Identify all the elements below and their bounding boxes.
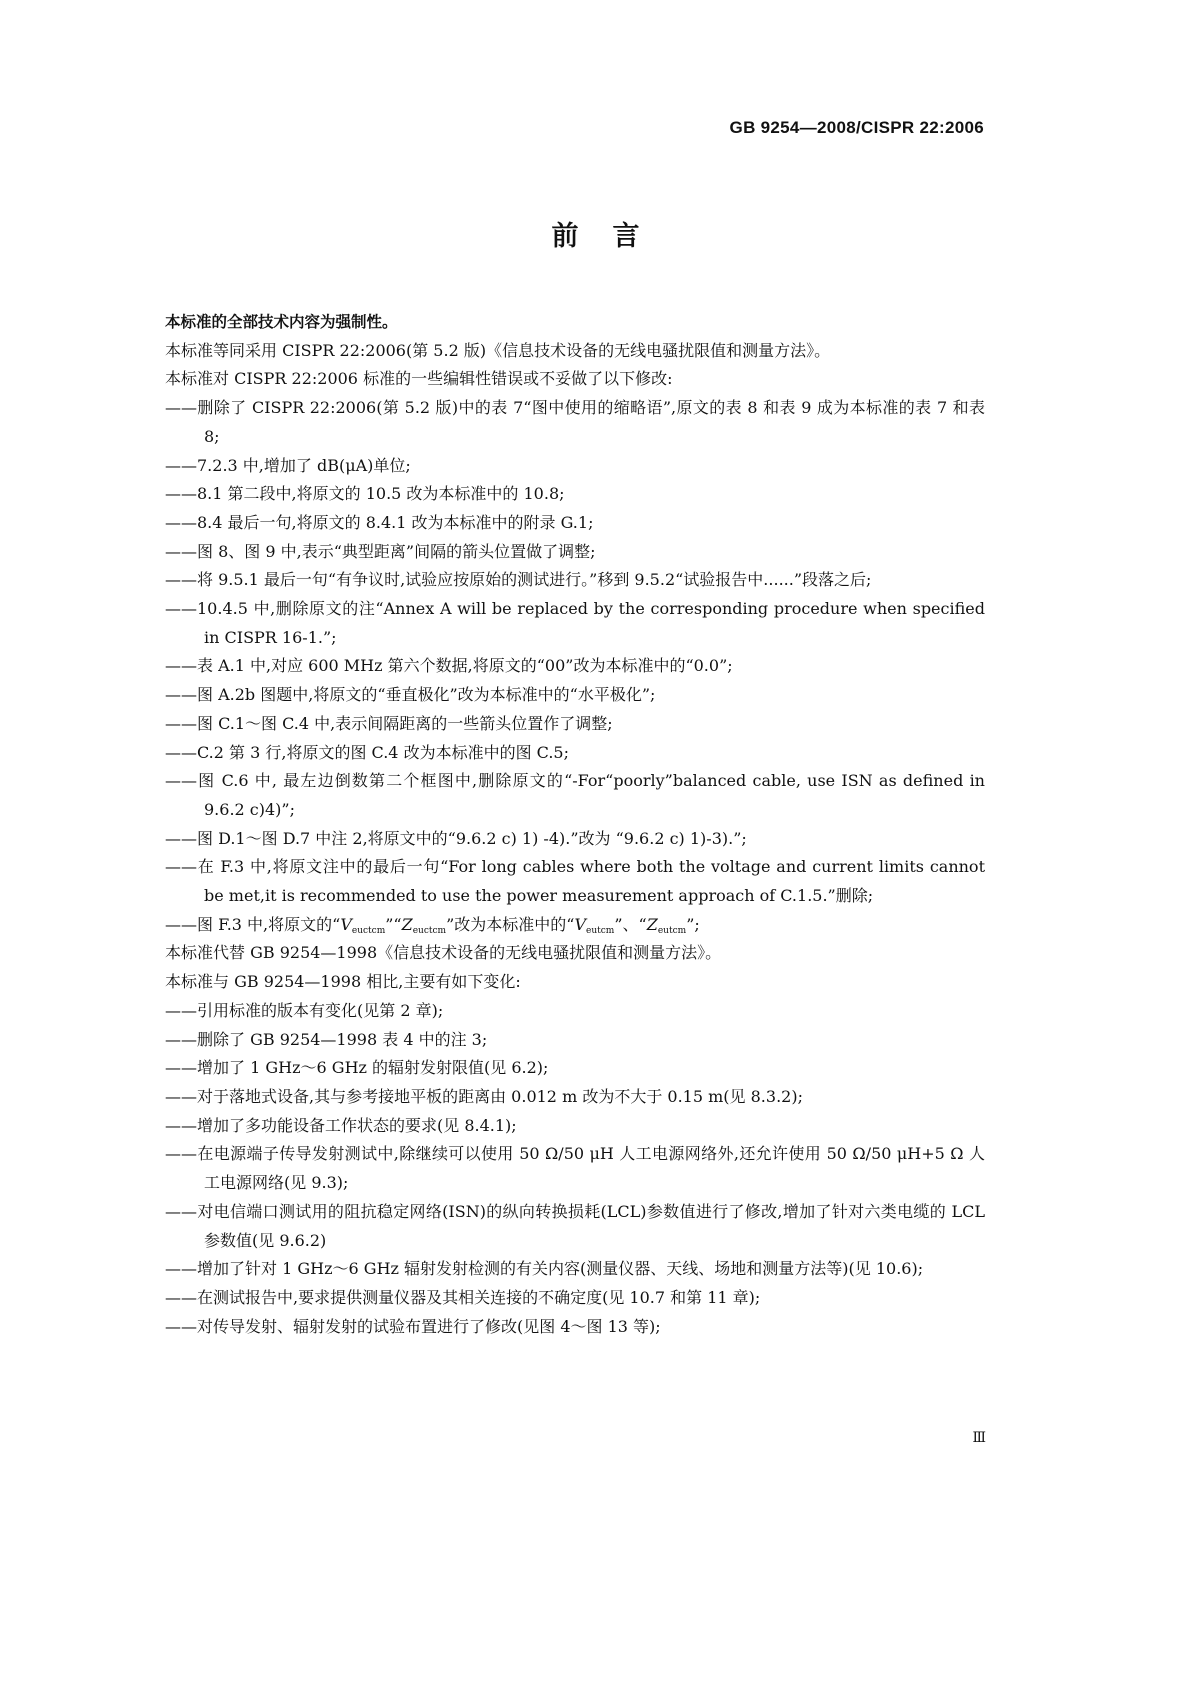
list-item: ——对电信端口测试用的阻抗稳定网络(ISN)的纵向转换损耗(LCL)参数值进行了修改,增加了针对六类电缆的 LCL 参数值(见 9.6.2)	[165, 1201, 985, 1250]
list-item: ——图 8、图 9 中,表示“典型距离”间隔的箭头位置做了调整;	[165, 541, 596, 561]
page-title: 前言	[551, 221, 674, 252]
list-item: ——删除了 CISPR 22:2006(第 5.2 版)中的表 7“图中使用的缩略语”,原文的表 8 和表 9 成为本标准的表 7 和表 8;	[165, 398, 985, 446]
paragraph: 本标准与 GB 9254—1998 相比,主要有如下变化:	[165, 972, 521, 992]
list-item: ——图 C.6 中, 最左边倒数第二个框图中,删除原文的“-For“poorly”balanced cable, use ISN as defined in 9.6.2 c)4)”;	[165, 771, 985, 819]
list-item: ——在电源端子传导发射测试中,除继续可以使用 50 Ω/50 μH 人工电源网络外,还允许使用 50 Ω/50 μH+5 Ω 人工电源网络(见 9.3);	[165, 1144, 985, 1193]
list-item: ——7.2.3 中,增加了 dB(μA)单位;	[165, 455, 411, 475]
list-item: ——引用标准的版本有变化(见第 2 章);	[165, 1000, 444, 1020]
list-item: ——将 9.5.1 最后一句“有争议时,试验应按原始的测试进行。”移到 9.5.2“试验报告中......”段落之后;	[165, 570, 872, 590]
standard-number: GB 9254—2008/CISPR 22:2006	[729, 118, 984, 137]
list-item: ——在 F.3 中,将原文注中的最后一句“For long cables where both the voltage and current limits cannot be met,it is recommended to use the power measurement approach of C.1.5.”删除;	[165, 857, 985, 906]
paragraph: 本标准代替 GB 9254—1998《信息技术设备的无线电骚扰限值和测量方法》。	[165, 943, 722, 963]
document-body	[165, 308, 985, 1341]
list-item: ——10.4.5 中,删除原文的注“Annex A will be replaced by the corresponding procedure when specified in CISPR 16-1.”;	[165, 599, 985, 647]
list-item: ——C.2 第 3 行,将原文的图 C.4 改为本标准中的图 C.5;	[165, 742, 569, 762]
list-item: ——删除了 GB 9254—1998 表 4 中的注 3;	[165, 1029, 488, 1049]
page-number: Ⅲ	[972, 1430, 986, 1446]
list-item: ——表 A.1 中,对应 600 MHz 第六个数据,将原文的“00”改为本标准中的“0.0”;	[165, 656, 733, 676]
list-item: ——8.4 最后一句,将原文的 8.4.1 改为本标准中的附录 G.1;	[165, 512, 594, 532]
list-item: ——对传导发射、辐射发射的试验布置进行了修改(见图 4～图 13 等);	[165, 1316, 661, 1336]
list-item: ——图 A.2b 图题中,将原文的“垂直极化”改为本标准中的“水平极化”;	[165, 685, 656, 705]
list-item: ——对于落地式设备,其与参考接地平板的距离由 0.012 m 改为不大于 0.15 m(见 8.3.2);	[165, 1086, 803, 1106]
list-item: ——图 F.3 中,将原文的“$V_{euctcm}”“Z_{euctcm}$”改为本标准中的“$V_{eutcm}$”、“$Z_{eutcm}$”;	[165, 914, 700, 936]
paragraph: 本标准对 CISPR 22:2006 标准的一些编辑性错误或不妥做了以下修改:	[165, 369, 673, 389]
paragraph: 本标准等同采用 CISPR 22:2006(第 5.2 版)《信息技术设备的无线电骚扰限值和测量方法》。	[165, 340, 831, 360]
list-item: ——增加了针对 1 GHz～6 GHz 辐射发射检测的有关内容(测量仪器、天线、场地和测量方法等)(见 10.6);	[165, 1259, 924, 1279]
list-item: ——图 C.1～图 C.4 中,表示间隔距离的一些箭头位置作了调整;	[165, 713, 613, 733]
bold-statement: 本标准的全部技术内容为强制性。	[165, 313, 398, 331]
list-item: ——在测试报告中,要求提供测量仪器及其相关连接的不确定度(见 10.7 和第 11 章);	[165, 1287, 761, 1307]
list-item: ——图 D.1～图 D.7 中注 2,将原文中的“9.6.2 c) 1) -4).”改为 “9.6.2 c) 1)-3).”;	[165, 828, 747, 848]
list-item: ——增加了多功能设备工作状态的要求(见 8.4.1);	[165, 1115, 517, 1135]
list-item: ——8.1 第二段中,将原文的 10.5 改为本标准中的 10.8;	[165, 484, 565, 504]
list-item: ——增加了 1 GHz～6 GHz 的辐射发射限值(见 6.2);	[165, 1058, 549, 1078]
